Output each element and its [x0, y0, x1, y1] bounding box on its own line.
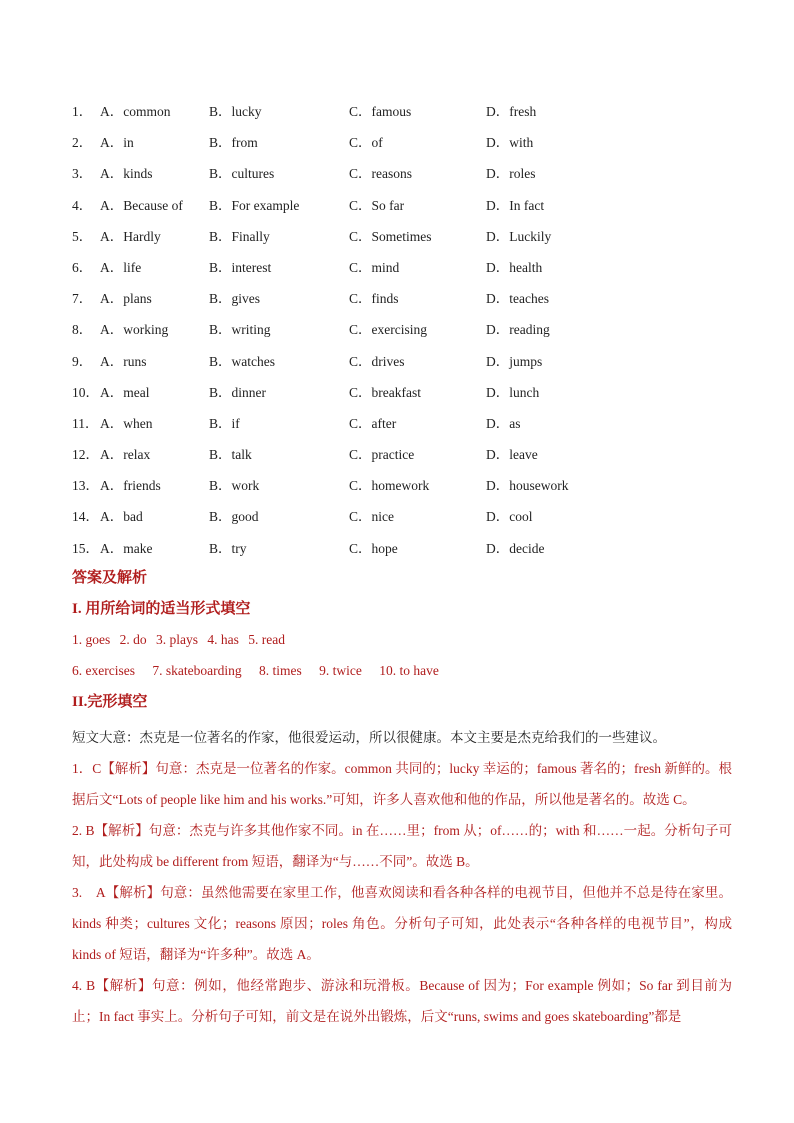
- option-a: A．common: [100, 104, 171, 119]
- option-d: D．fresh: [486, 104, 537, 119]
- option-a: A．Hardly: [100, 228, 161, 244]
- answer-item: 2. do: [119, 632, 147, 647]
- option-b: B．writing: [209, 322, 271, 338]
- option-b: B．dinner: [209, 384, 266, 400]
- option-c: C．Sometimes: [349, 228, 432, 244]
- answers-heading: 答案及解析: [72, 570, 148, 586]
- option-a: A．relax: [100, 447, 151, 463]
- option-a: A．friends: [100, 478, 161, 494]
- question-number: 10．: [72, 384, 99, 400]
- option-b: B．cultures: [209, 166, 275, 182]
- option-a: A．bad: [100, 509, 143, 525]
- question-number: 1．: [72, 104, 93, 119]
- option-d: D．health: [486, 259, 543, 275]
- option-c: C．of: [349, 135, 383, 151]
- option-d: D．lunch: [486, 384, 540, 400]
- option-a: A．working: [100, 322, 169, 338]
- option-c: C．finds: [349, 291, 399, 307]
- answer-item: 10. to have: [379, 663, 439, 678]
- option-a: A．make: [100, 540, 153, 556]
- answer-line-1: [72, 629, 732, 651]
- question-number: 7．: [72, 291, 93, 307]
- answer-item: 6. exercises: [72, 663, 135, 678]
- option-d: D．decide: [486, 540, 545, 556]
- option-c: C．reasons: [349, 166, 412, 182]
- question-number: 15．: [72, 540, 99, 556]
- section2-title: II.完形填空: [72, 694, 148, 710]
- option-b: B．gives: [209, 291, 261, 307]
- option-d: D．cool: [486, 509, 533, 525]
- option-b: B．Finally: [209, 228, 270, 244]
- question-number: 5．: [72, 228, 93, 244]
- option-d: D．In fact: [486, 197, 545, 213]
- option-a: A．runs: [100, 353, 147, 369]
- question-number: 11．: [72, 415, 99, 431]
- option-c: C．practice: [349, 447, 415, 463]
- question-number: 9．: [72, 353, 93, 369]
- option-b: B．talk: [209, 447, 252, 463]
- option-d: D．housework: [486, 478, 569, 494]
- answer-item: 7. skateboarding: [152, 663, 242, 678]
- explanation-2: 2. B【解析】句意：杰克与许多其他作家不同。in 在……里；from 从；of……的；with 和……一起。分析句子可知，此处构成 be different from 短语，翻译为“与……不同”。故选 B。: [72, 823, 732, 869]
- option-d: D．reading: [486, 322, 550, 338]
- option-d: D．leave: [486, 447, 538, 463]
- option-c: C．mind: [349, 259, 400, 275]
- answer-item: 8. times: [258, 663, 302, 678]
- question-number: 4．: [72, 197, 93, 213]
- option-b: B．For example: [209, 197, 300, 213]
- option-c: C．exercising: [349, 322, 427, 338]
- question-number: 3．: [72, 166, 93, 182]
- question-number: 8．: [72, 322, 93, 338]
- option-d: D．roles: [486, 166, 536, 182]
- option-a: A．plans: [100, 291, 152, 307]
- option-b: B．from: [209, 135, 258, 151]
- option-d: D．Luckily: [486, 228, 552, 244]
- option-b: B．if: [209, 415, 240, 431]
- option-d: D．with: [486, 135, 534, 151]
- answers-section: [72, 567, 732, 1032]
- question-number: 2．: [72, 135, 93, 151]
- option-a: A．Because of: [100, 197, 183, 213]
- question-number: 14．: [72, 509, 99, 525]
- answer-item: 4. has: [207, 632, 239, 647]
- section1-title: I. 用所给词的适当形式填空: [72, 601, 251, 617]
- option-a: A．kinds: [100, 166, 153, 182]
- option-a: A．life: [100, 259, 142, 275]
- option-a: A．meal: [100, 384, 150, 400]
- option-b: B．interest: [209, 259, 272, 275]
- option-b: B．work: [209, 478, 260, 494]
- summary-paragraph: 短文大意：杰克是一位著名的作家，他很爱运动，所以很健康。本文主要是杰克给我们的一些建议。: [72, 730, 666, 745]
- option-c: C．breakfast: [349, 384, 421, 400]
- option-c: C．homework: [349, 478, 430, 494]
- option-d: D．as: [486, 415, 521, 431]
- answer-line-2: [72, 660, 732, 682]
- answer-item: 5. read: [248, 632, 285, 647]
- question-number: 12．: [72, 447, 99, 463]
- question-number: 13．: [72, 478, 99, 494]
- option-b: B．lucky: [209, 104, 262, 119]
- answer-item: 3. plays: [156, 632, 198, 647]
- option-a: A．when: [100, 415, 153, 431]
- explanation-3: 3. A【解析】句意：虽然他需要在家里工作，他喜欢阅读和看各种各样的电视节目，但他并不总是待在家里。kinds 种类；cultures 文化；reasons 原因；roles 角色。分析句子可知，此处表示“各种各样的电视节目”，构成 kinds of 短语，翻译为“许多种”。故选 A。: [72, 885, 732, 962]
- option-c: C．famous: [349, 104, 412, 119]
- option-b: B．try: [209, 540, 247, 556]
- question-number: 6．: [72, 259, 93, 275]
- option-c: C．drives: [349, 353, 405, 369]
- option-c: C．So far: [349, 197, 405, 213]
- option-a: A．in: [100, 135, 134, 151]
- option-c: C．hope: [349, 540, 398, 556]
- answer-item: 9. twice: [319, 663, 362, 678]
- explanation-4: 4. B【解析】句意：例如，他经常跑步、游泳和玩滑板。Because of 因为；For example 例如；So far 到目前为止；In fact 事实上。分析句子可知，前文是在说外出锻炼，后文“runs, swims and goes skateboarding”都是: [72, 978, 732, 1024]
- option-b: B．good: [209, 509, 259, 525]
- explanation-1: 1．C【解析】句意：杰克是一位著名的作家。common 共同的；lucky 幸运的；famous 著名的；fresh 新鲜的。根据后文“Lots of people like him and his works.”可知，许多人喜欢他和他的作品，所以他是著名的。故选 C。: [72, 761, 732, 807]
- option-b: B．watches: [209, 353, 275, 369]
- answer-item: 1. goes: [72, 632, 111, 647]
- option-c: C．nice: [349, 509, 394, 525]
- option-c: C．after: [349, 415, 397, 431]
- option-d: D．jumps: [486, 353, 543, 369]
- option-d: D．teaches: [486, 291, 549, 307]
